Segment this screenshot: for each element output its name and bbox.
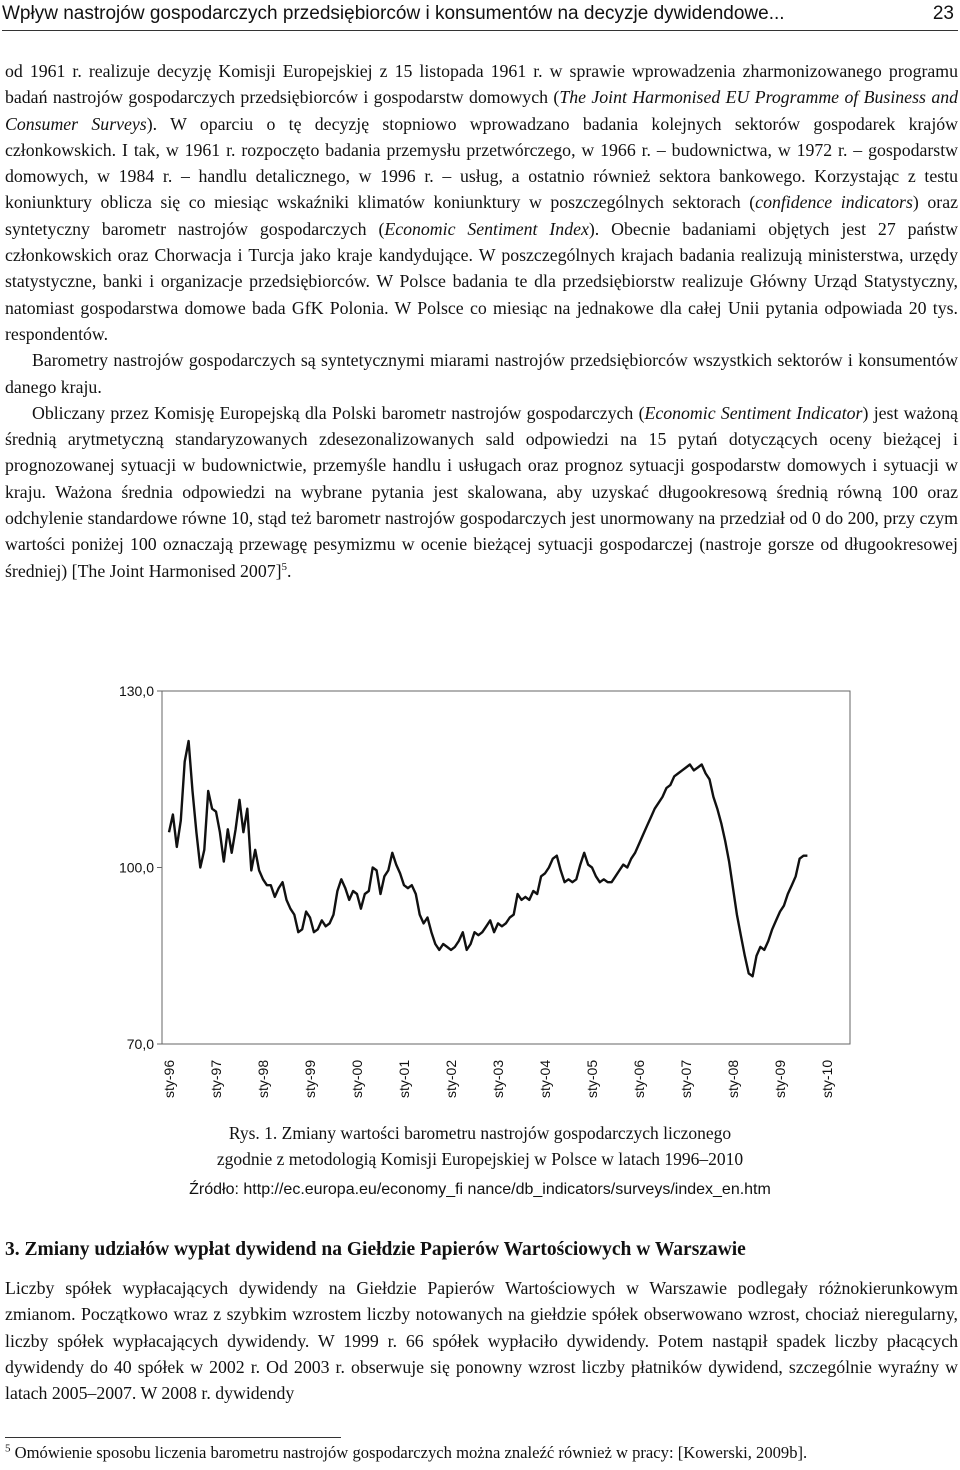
- footnote-rule: [5, 1437, 341, 1438]
- chart-container: [0, 680, 960, 1110]
- x-tick-label: sty-05: [584, 1059, 600, 1098]
- x-tick-label: sty-07: [678, 1059, 694, 1098]
- italic-term: confidence indicators: [755, 192, 913, 213]
- x-tick-label: sty-10: [819, 1059, 835, 1098]
- x-tick-label: sty-06: [631, 1059, 647, 1098]
- x-tick-label: sty-96: [161, 1059, 177, 1098]
- italic-term: Economic Sentiment Indicator: [644, 402, 863, 423]
- section-heading: 3. Zmiany udziałów wypłat dywidend na Giełdzie Papierów Wartościowych w Warszawie: [5, 1239, 746, 1260]
- paragraph-1: od 1961 r. realizuje decyzję Komisji Europejskiej z 15 listopada 1961 r. w sprawie wprowadzenia zharmonizowanego programu badań nastrojów gospodarczych przedsiębiorców i gospodarstw domowych (The Joint Harmonised EU Programme of Business and Consumer Surveys). W oparciu o tę decyzję stopniowo wprowadzano badania kolejnych sektorów gospodarek krajów członkowskich. I tak, w 1961 r. rozpoczęto badania przemysłu przetwórczego, w 1966 r. – budownictwa, w 1972 r. – gospodarstw domowych, w 1984 r. – handlu detalicznego, w 1996 r. – usług, a ostatnio również sektora bankowego. Korzystając z testu koniunktury oblicza się co miesiąc wskaźniki klimatów koniunktury w poszczególnych sektorach (confidence indicators) oraz syntetyczny barometr nastrojów gospodarczych (Economic Sentiment Index). Obecnie badaniami objętych jest 27 państw członkowskich oraz Chorwacja i Turcja jako kraje kandydujące. W poszczególnych krajach badania realizują ministerstwa, urzędy statystyczne, banki i organizacje przedsiębiorców. W Polsce badania te dla przedsiębiorstw realizuje Główny Urząd Statystyczny, natomiast gospodarstwa domowe bada GfK Polonia. W Polsce co miesiąc na jednakowe dla całej Unii pytania odpowiada 20 tys. respondentów.: [5, 61, 958, 344]
- footnote: [5, 1441, 960, 1465]
- italic-term: The Joint Harmonised EU Programme of Business and Consumer Surveys: [5, 87, 958, 134]
- plot-frame: [162, 691, 850, 1044]
- figure-source: Źródło: http://ec.europa.eu/economy_fi nance/db_indicators/surveys/index_en.htm: [189, 1181, 771, 1198]
- series-line: [169, 741, 807, 976]
- x-tick-label: sty-01: [396, 1059, 412, 1098]
- footnote-number: 5: [5, 1442, 11, 1455]
- line-chart: [0, 680, 960, 1110]
- x-tick-label: sty-02: [443, 1059, 459, 1098]
- body-text-top: [5, 58, 958, 584]
- page-number: 23: [932, 3, 954, 24]
- paragraph-2: Barometry nastrojów gospodarczych są syntetycznymi miarami nastrojów przedsiębiorców wszystkich sektorów i konsumentów danego kraju.: [5, 350, 958, 397]
- paragraph-3: Obliczany przez Komisję Europejską dla Polski barometr nastrojów gospodarczych (Economic Sentiment Indicator) jest ważoną średnią arytmetyczną standaryzowanych zdesezonalizowanych sald odpowiedzi na 15 pytań dotyczących oceny bieżącej i prognozowanej sytuacji w budownictwie, przemyśle handlu i usługach oraz prognoz sytuacji gospodarstw domowych i sytuacji w kraju. Ważona średnia odpowiedzi na wybrane pytania jest skalowana, aby uzyskać długookresową średnią równą 100 oraz odchylenie standardowe równe 10, stąd też barometr nastrojów gospodarczych jest unormowany na przedział od 0 do 200, przy czym wartości poniżej 100 oznaczają przewagę pesymizmu w ocenie bieżącej sytuacji gospodarczej (nastroje gorsze od długookresowej średniej) [The Joint Harmonised 2007]$^5$.: [5, 402, 958, 581]
- y-tick-label: 130,0: [118, 683, 154, 699]
- x-tick-label: sty-04: [537, 1059, 553, 1098]
- x-tick-label: sty-08: [725, 1059, 741, 1098]
- caption-line-2: zgodnie z metodologią Komisji Europejskiej w Polsce w latach 1996–2010: [216, 1149, 744, 1169]
- x-tick-label: sty-00: [349, 1059, 365, 1098]
- running-header: [2, 0, 958, 31]
- caption-line-1: Rys. 1. Zmiany wartości barometru nastrojów gospodarczych liczonego: [228, 1123, 732, 1143]
- x-tick-label: sty-03: [490, 1059, 506, 1098]
- x-tick-label: sty-09: [772, 1059, 788, 1098]
- italic-term: Economic Sentiment Index: [384, 218, 589, 239]
- y-tick-label: 100,0: [118, 859, 154, 876]
- running-header-title: Wpływ nastrojów gospodarczych przedsiębiorców i konsumentów na decyzje dywidendowe...: [2, 3, 785, 24]
- paragraph-4: Liczby spółek wypłacających dywidendy na Giełdzie Papierów Wartościowych w Warszawie podlegały różnokierunkowym zmianom. Początkowo wraz z szybkim wzrostem liczby notowanych na giełdzie spółek obserwowano wzrost, chociaż nieregularny, liczby spółek wypłacających dywidendy. W 1999 r. 66 spółek wypłaciło dywidendy. Potem nastąpił spadek liczby płacących dywidendy do 40 spółek w 2002 r. Od 2003 r. obserwuje się ponowny wzrost liczby płatników dywidend, szczególnie wyraźny w latach 2005–2007. W 2008 r. dywidendy: [5, 1278, 958, 1404]
- x-tick-label: sty-98: [255, 1059, 271, 1098]
- footnote-ref: 5: [281, 560, 288, 573]
- body-text-bottom: [5, 1275, 958, 1406]
- footnote-text: Omówienie sposobu liczenia barometru nastrojów gospodarczych można znaleźć również w pracy: [Kowerski, 2009b].: [14, 1443, 808, 1462]
- x-tick-label: sty-97: [208, 1059, 224, 1098]
- x-tick-label: sty-99: [302, 1059, 318, 1098]
- y-tick-label: 70,0: [126, 1036, 154, 1052]
- figure-caption: [0, 1120, 960, 1172]
